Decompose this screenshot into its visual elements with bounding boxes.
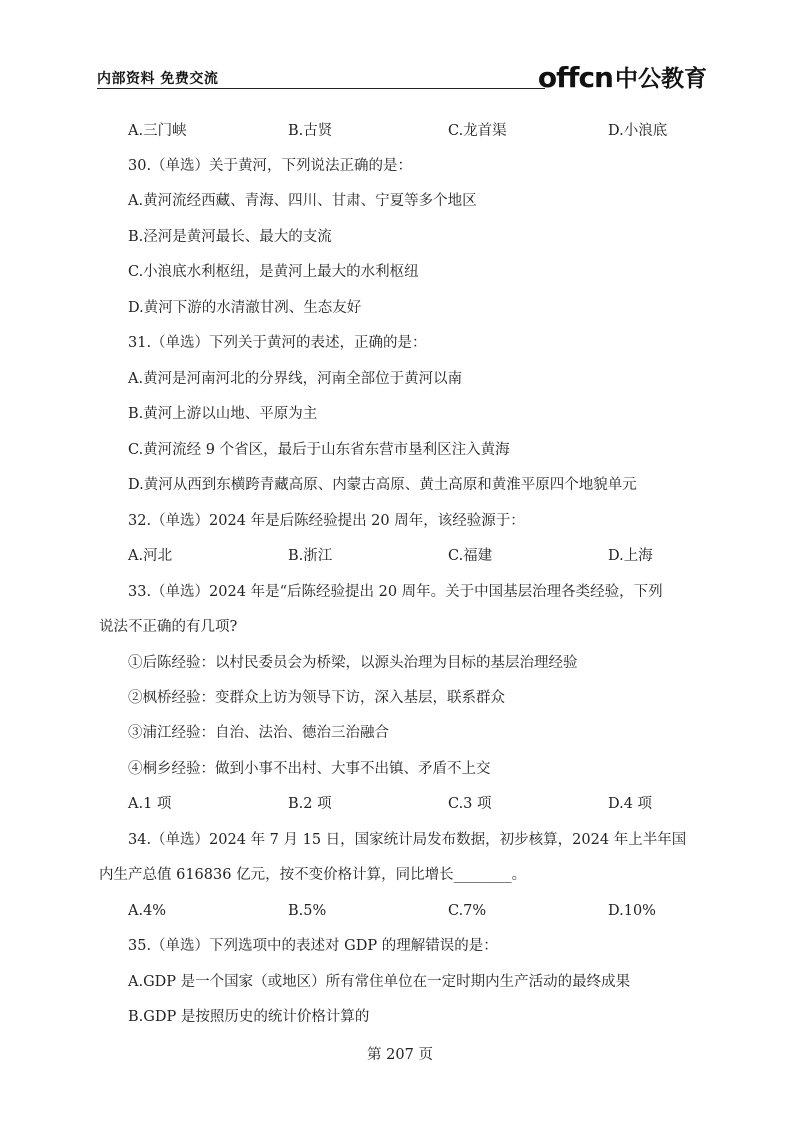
q31-option-d: D.黄河从西到东横跨青藏高原、内蒙古高原、黄土高原和黄淮平原四个地貌单元 [128, 477, 637, 493]
option: C.福建 [448, 548, 493, 564]
q31-stem: 31.（单选）下列关于黄河的表述，正确的是： [128, 335, 427, 351]
header-note: 内部资料 免费交流 [97, 71, 219, 87]
option: C.7% [448, 903, 487, 919]
option: D.上海 [608, 548, 653, 564]
option: A.1 项 [128, 796, 172, 812]
q30-option-c: C.小浪底水利枢纽，是黄河上最大的水利枢纽 [128, 264, 419, 280]
header-rule [97, 88, 545, 89]
option: B.浙江 [288, 548, 333, 564]
q32-stem: 32.（单选）2024 年是后陈经验提出 20 周年，该经验源于： [128, 513, 525, 529]
option: A.4% [128, 903, 167, 919]
q33-stem-line1: 33.（单选）2024 年是“后陈经验提出 20 周年。关于中国基层治理各类经验，下列 [128, 584, 663, 600]
q34-options [128, 902, 768, 920]
q32-options [128, 547, 768, 565]
q33-stem-line2: 说法不正确的有几项? [99, 619, 238, 635]
q33-item-2: ②枫桥经验：变群众上访为领导下访，深入基层，联系群众 [128, 690, 505, 706]
option: D.10% [608, 903, 656, 919]
q31-option-c: C.黄河流经 9 个省区，最后于山东省东营市垦利区注入黄海 [128, 442, 510, 458]
q34-stem-line1: 34.（单选）2024 年 7 月 15 日，国家统计局发布数据，初步核算，2024 年上半年国 [128, 832, 687, 848]
option: B.5% [288, 903, 327, 919]
q30-option-d: D.黄河下游的水清澈甘冽、生态友好 [128, 300, 362, 316]
option: A.河北 [128, 548, 173, 564]
q33-item-3: ③浦江经验：自治、法治、德治三治融合 [128, 725, 389, 741]
option: B.古贤 [288, 123, 333, 139]
q30-option-b: B.泾河是黄河最长、最大的支流 [128, 229, 332, 245]
q31-option-b: B.黄河上游以山地、平原为主 [128, 406, 318, 422]
logo-chinese-text: 中公教育 [615, 66, 707, 92]
offcn-logo [538, 62, 707, 92]
q30-stem: 30.（单选）关于黄河，下列说法正确的是： [128, 158, 413, 174]
q33-options [128, 795, 768, 813]
q34-stem-line2: 内生产总值 616836 亿元，按不变价格计算，同比增长________。 [99, 867, 527, 883]
q33-item-1: ①后陈经验：以村民委员会为桥梁，以源头治理为目标的基层治理经验 [128, 655, 578, 671]
q30-option-a: A.黄河流经西藏、青海、四川、甘肃、宁夏等多个地区 [128, 193, 477, 209]
q35-option-b: B.GDP 是按照历史的统计价格计算的 [128, 1009, 370, 1025]
logo-latin-text: offcn [537, 61, 613, 94]
option: A.三门峡 [128, 123, 187, 139]
q31-option-a: A.黄河是河南河北的分界线，河南全部位于黄河以南 [128, 371, 463, 387]
option: C.3 项 [448, 796, 492, 812]
q35-option-a: A.GDP 是一个国家（或地区）所有常住单位在一定时期内生产活动的最终成果 [128, 974, 631, 990]
option: D.4 项 [608, 796, 653, 812]
page-number: 第 207 页 [367, 1047, 433, 1063]
page-header [97, 61, 707, 96]
option: C.龙首渠 [448, 123, 507, 139]
q33-item-4: ④桐乡经验：做到小事不出村、大事不出镇、矛盾不上交 [128, 761, 491, 777]
option: B.2 项 [288, 796, 332, 812]
q35-stem: 35.（单选）下列选项中的表述对 GDP 的理解错误的是： [128, 938, 498, 954]
q29-options [128, 122, 768, 140]
option: D.小浪底 [608, 123, 668, 139]
